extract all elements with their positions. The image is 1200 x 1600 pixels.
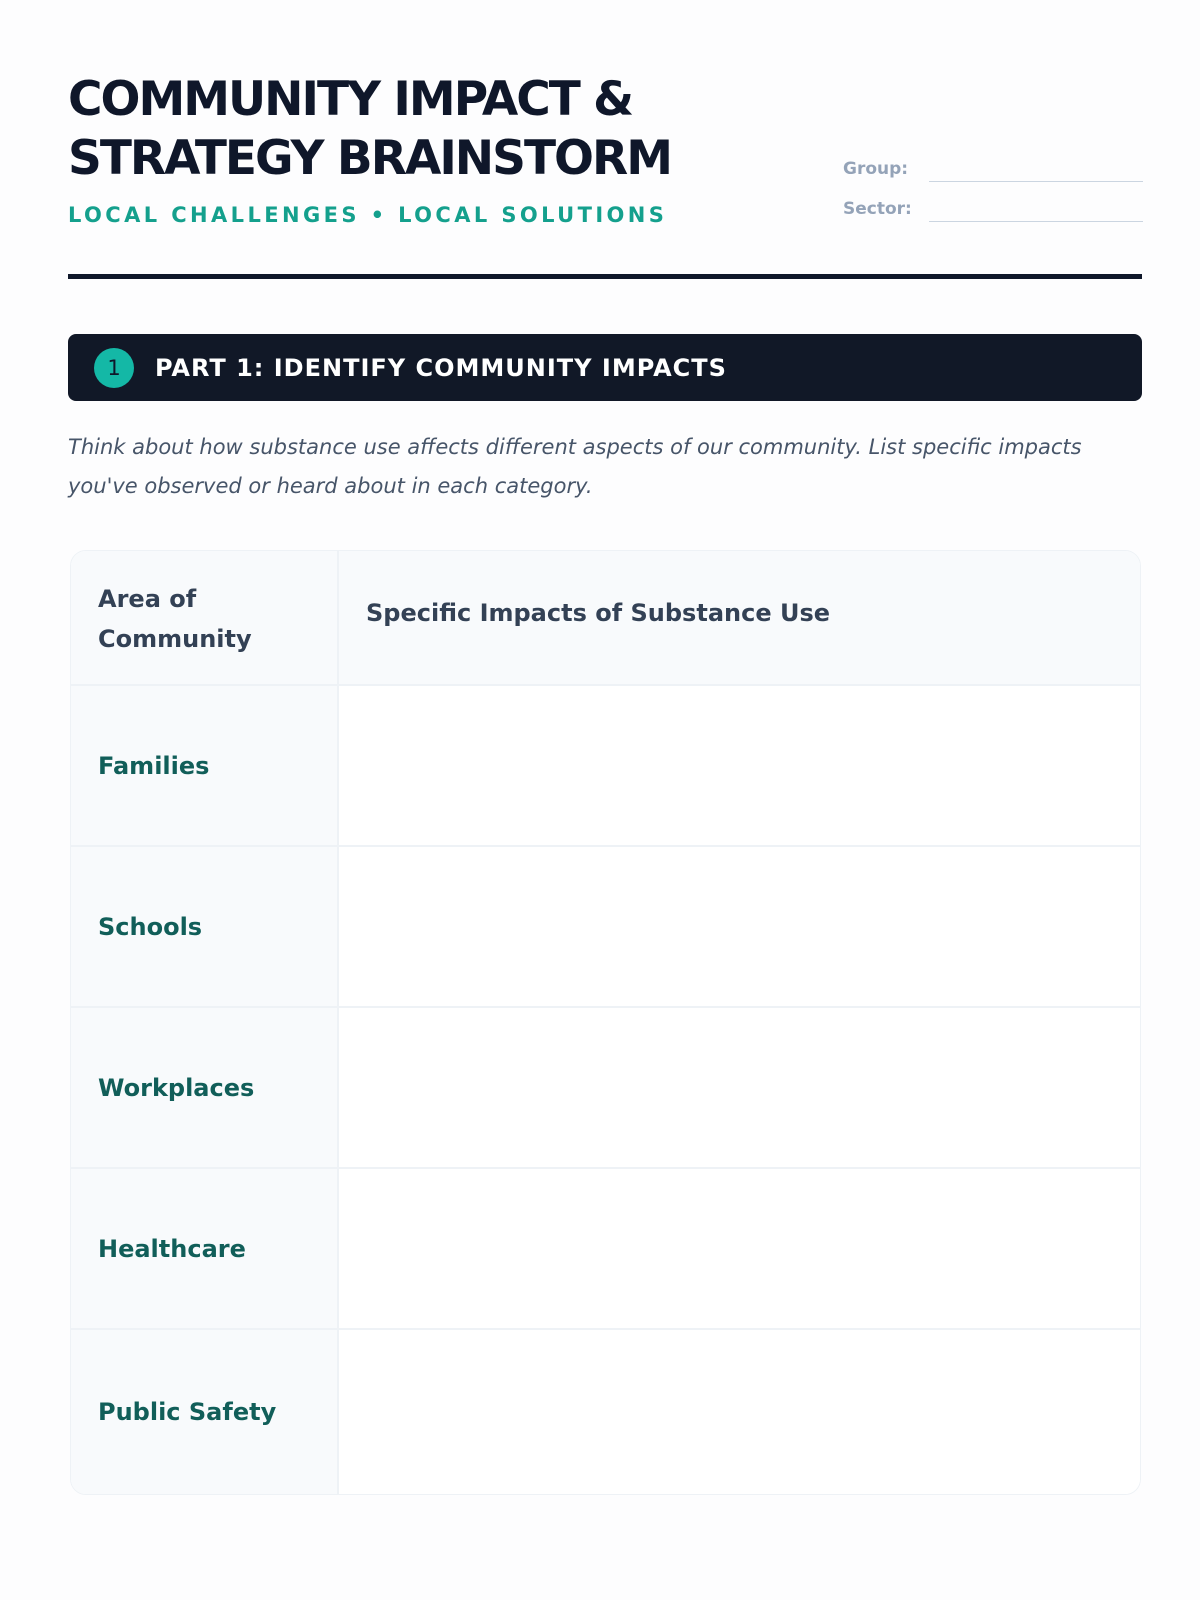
area-label-public-safety: Public Safety [98,1398,277,1426]
column-header-area: Area of Community [98,585,252,653]
sector-field[interactable] [843,192,1143,222]
area-cell [71,1330,339,1494]
group-write-line[interactable] [929,181,1143,182]
group-label: Group: [843,159,909,179]
header-cell-area [71,551,339,684]
column-header-impacts: Specific Impacts of Substance Use [366,599,831,627]
area-label-healthcare: Healthcare [98,1234,246,1263]
header-cell-impacts [339,551,1140,684]
worksheet-subtitle: LOCAL CHALLENGES • LOCAL SOLUTIONS [68,203,668,227]
impacts-input-schools[interactable] [339,847,1140,1006]
area-cell [71,686,339,845]
table-row [71,1169,1140,1330]
table-row [71,1008,1140,1169]
impacts-input-healthcare[interactable] [339,1169,1140,1328]
table-row [71,686,1140,847]
impacts-input-workplaces[interactable] [339,1008,1140,1167]
table-header-row [71,551,1140,686]
area-label-families: Families [98,751,210,780]
section-header [68,334,1142,401]
title-line-1: COMMUNITY IMPACT & [68,72,633,127]
worksheet-page [68,0,1142,1600]
area-cell [71,847,339,1006]
table-row [71,1330,1140,1494]
impacts-table [70,550,1141,1495]
sector-write-line[interactable] [929,221,1143,222]
area-label-schools: Schools [98,912,203,941]
impacts-input-families[interactable] [339,686,1140,845]
worksheet-title [68,70,828,188]
section-number-badge: 1 [94,348,134,388]
section-title: PART 1: IDENTIFY COMMUNITY IMPACTS [155,354,727,382]
impacts-input-public-safety[interactable] [339,1330,1140,1494]
sector-label: Sector: [843,199,912,219]
group-field[interactable] [843,152,1143,182]
area-label-workplaces: Workplaces [98,1073,255,1102]
header-divider [68,274,1142,279]
area-cell [71,1169,339,1328]
section-instructions: Think about how substance use affects different aspects of our community. List specific impacts you've observed or heard about in each category. [68,435,1082,498]
title-line-2: STRATEGY BRAINSTORM [68,131,671,186]
area-cell [71,1008,339,1167]
table-row [71,847,1140,1008]
